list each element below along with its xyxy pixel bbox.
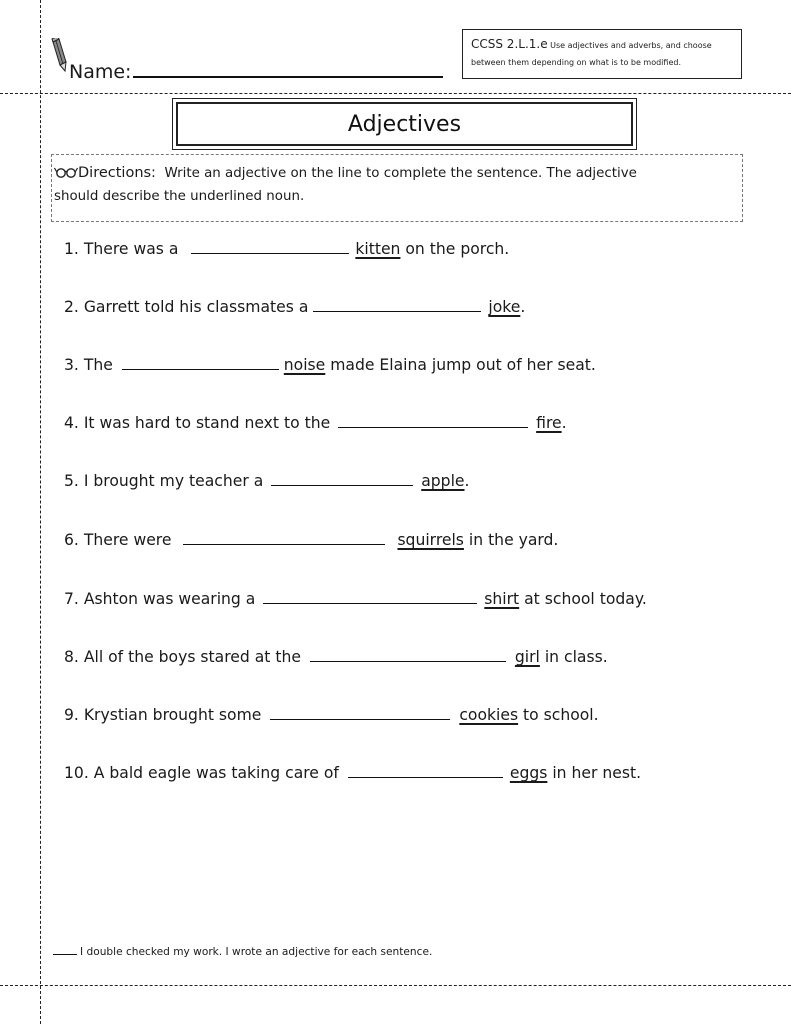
sentence-4-answer-blank[interactable]	[338, 414, 528, 428]
sentence-1-noun: kitten	[355, 240, 401, 258]
sentence-10-before: 10. A bald eagle was taking care of	[64, 764, 344, 782]
standard-box	[462, 29, 742, 79]
sentence-8-noun: girl	[514, 648, 540, 666]
sentence-10-after: in her nest.	[547, 764, 642, 782]
sentence-8	[64, 648, 608, 666]
sentence-2	[64, 298, 525, 316]
directions-text-2: should describe the underlined noun.	[54, 189, 305, 204]
sentence-1	[64, 240, 509, 258]
sentence-3-noun: noise	[283, 356, 326, 374]
sentence-1-after: on the porch.	[400, 240, 510, 258]
sentence-5-noun: apple	[421, 472, 465, 490]
sentence-4-after: .	[561, 414, 567, 432]
standard-code: CCSS 2.L.1.e	[471, 37, 548, 51]
pencil-icon	[45, 38, 69, 74]
sentence-6	[64, 531, 558, 549]
sentence-9-noun: cookies	[459, 706, 519, 724]
sentence-6-answer-blank[interactable]	[183, 531, 385, 545]
directions-label: Directions:	[78, 165, 156, 181]
sentence-10-noun: eggs	[509, 764, 548, 782]
sentence-7	[64, 590, 647, 608]
sentence-5-answer-blank[interactable]	[271, 472, 413, 486]
self-check-blank[interactable]	[53, 945, 77, 955]
sentence-2-noun: joke	[488, 298, 521, 316]
bottom-dashed-cut-line	[0, 985, 791, 986]
sentence-5-before: 5. I brought my teacher a	[64, 472, 269, 490]
sentence-6-before: 6. There were	[64, 531, 177, 549]
sentence-3-before: 3. The	[64, 356, 118, 374]
self-check-footer	[53, 945, 432, 958]
sentence-1-before: 1. There was a	[64, 240, 184, 258]
name-write-line[interactable]	[133, 58, 443, 78]
sentence-7-answer-blank[interactable]	[263, 590, 477, 604]
sentence-5-after: .	[464, 472, 470, 490]
sentence-1-answer-blank[interactable]	[191, 240, 349, 254]
standard-text: Use adjectives and adverbs, and choose between them depending on what is to be modified.	[471, 41, 712, 67]
title-frame	[172, 98, 637, 150]
sentence-7-noun: shirt	[484, 590, 520, 608]
glasses-icon	[54, 166, 78, 178]
page-title: Adjectives	[176, 102, 633, 146]
sentence-5	[64, 472, 469, 490]
sentence-3-after: made Elaina jump out of her seat.	[325, 356, 596, 374]
sentence-6-noun: squirrels	[397, 531, 464, 549]
sentence-8-before: 8. All of the boys stared at the	[64, 648, 306, 666]
sentence-2-after: .	[520, 298, 526, 316]
sentence-2-before: 2. Garrett told his classmates a	[64, 298, 314, 316]
sentence-9-before: 9. Krystian brought some	[64, 706, 267, 724]
sentence-3-answer-blank[interactable]	[122, 356, 279, 370]
sentence-8-after: in class.	[539, 648, 608, 666]
sentence-4-noun: fire	[536, 414, 562, 432]
directions-text-1: Write an adjective on the line to complete the sentence. The adjective	[164, 166, 637, 181]
sentence-4	[64, 414, 567, 432]
sentence-2-answer-blank[interactable]	[313, 298, 481, 312]
directions-box	[51, 154, 743, 222]
sentence-3	[64, 356, 596, 374]
sentence-4-before: 4. It was hard to stand next to the	[64, 414, 336, 432]
sentence-9	[64, 706, 599, 724]
sentence-9-answer-blank[interactable]	[270, 706, 450, 720]
directions-line-1	[54, 162, 738, 185]
sentence-10-answer-blank[interactable]	[348, 764, 503, 778]
sentence-7-after: at school today.	[519, 590, 647, 608]
sentence-9-after: to school.	[518, 706, 599, 724]
top-dashed-cut-line	[0, 93, 791, 94]
left-dashed-margin-line	[40, 0, 41, 1024]
sentence-6-after: in the yard.	[463, 531, 559, 549]
name-field[interactable]	[69, 58, 443, 83]
sentence-10	[64, 764, 641, 782]
name-label: Name:	[69, 61, 132, 83]
sentence-8-answer-blank[interactable]	[310, 648, 506, 662]
sentence-7-before: 7. Ashton was wearing a	[64, 590, 261, 608]
self-check-text: I double checked my work. I wrote an adjective for each sentence.	[80, 946, 433, 958]
